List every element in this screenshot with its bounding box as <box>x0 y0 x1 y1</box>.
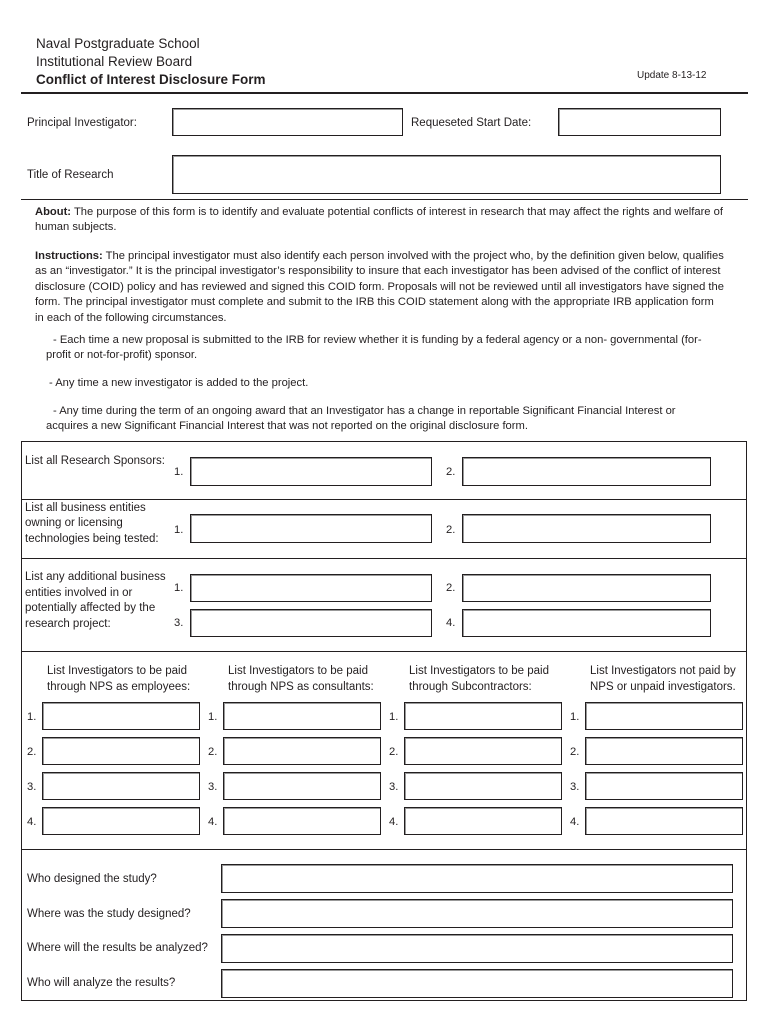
additional-number-1: 1. <box>174 582 184 594</box>
header-school: Naval Postgraduate School <box>36 36 200 51</box>
sponsor-number-1: 1. <box>174 466 184 478</box>
investigator-row-number: 1. <box>389 711 399 723</box>
question-designed-who-input[interactable] <box>221 864 733 893</box>
additional-label-line1: List any additional business <box>25 571 166 583</box>
additional-number-4: 4. <box>446 617 456 629</box>
investigator-row-number: 2. <box>570 746 580 758</box>
investigator-row-number: 2. <box>27 746 37 758</box>
question-designed-where-label: Where was the study designed? <box>27 908 191 920</box>
sponsors-section <box>21 441 747 500</box>
header-rule <box>21 92 748 94</box>
sponsor-input-2[interactable] <box>462 457 711 486</box>
about-label: About: <box>35 206 72 218</box>
investigators-col4-header-line2: NPS or unpaid investigators. <box>590 681 736 693</box>
employee-investigator-input[interactable] <box>42 737 200 765</box>
investigator-row-number: 1. <box>570 711 580 723</box>
question-analyzed-where-label: Where will the results be analyzed? <box>27 942 208 954</box>
investigators-col2-header-line2: through NPS as consultants: <box>228 681 374 693</box>
sponsor-input-1[interactable] <box>190 457 432 486</box>
start-date-label: Requeseted Start Date: <box>411 117 532 129</box>
questions-section <box>21 849 747 1001</box>
consultant-investigator-input[interactable] <box>223 807 381 835</box>
consultant-investigator-input[interactable] <box>223 772 381 800</box>
circumstance-1: - Each time a new proposal is submitted to the IRB for review whether it is funding by a federal agency or a non- governmental (for-profit or not-for-profit) sponsor. <box>46 334 702 362</box>
question-designed-where-input[interactable] <box>221 899 733 928</box>
start-date-input[interactable] <box>558 108 721 136</box>
business-section <box>21 498 747 559</box>
business-number-2: 2. <box>446 524 456 536</box>
investigator-row-number: 2. <box>208 746 218 758</box>
investigator-row-number: 3. <box>570 781 580 793</box>
additional-label-line4: research project: <box>25 618 111 630</box>
top-rule <box>21 199 748 200</box>
investigators-col3-header-line2: through Subcontractors: <box>409 681 532 693</box>
business-input-1[interactable] <box>190 514 432 543</box>
business-label-line3: technologies being tested: <box>25 533 159 545</box>
title-label: Title of Research <box>27 169 114 181</box>
business-input-2[interactable] <box>462 514 711 543</box>
circumstance-2: - Any time a new investigator is added to the project. <box>49 377 309 389</box>
investigator-row-number: 4. <box>208 816 218 828</box>
question-analyzed-who-input[interactable] <box>221 969 733 998</box>
investigators-col1-header-line1: List Investigators to be paid <box>47 665 187 677</box>
investigator-row-number: 1. <box>208 711 218 723</box>
business-number-1: 1. <box>174 524 184 536</box>
investigators-col3-header-line1: List Investigators to be paid <box>409 665 549 677</box>
employee-investigator-input[interactable] <box>42 702 200 730</box>
subcontractor-investigator-input[interactable] <box>404 702 562 730</box>
investigator-row-number: 2. <box>389 746 399 758</box>
employee-investigator-input[interactable] <box>42 772 200 800</box>
consultant-investigator-input[interactable] <box>223 702 381 730</box>
additional-input-1[interactable] <box>190 574 432 602</box>
additional-input-3[interactable] <box>190 609 432 637</box>
additional-number-2: 2. <box>446 582 456 594</box>
instructions-paragraph <box>35 249 725 326</box>
about-paragraph <box>35 205 725 236</box>
employee-investigator-input[interactable] <box>42 807 200 835</box>
about-text: The purpose of this form is to identify and evaluate potential conflicts of interest in research that may affect the rights and welfare of human subjects. <box>35 206 723 234</box>
investigator-row-number: 4. <box>389 816 399 828</box>
investigators-col2-header-line1: List Investigators to be paid <box>228 665 368 677</box>
investigator-row-number: 4. <box>570 816 580 828</box>
investigators-col1-header-line2: through NPS as employees: <box>47 681 191 693</box>
update-date: Update 8-13-12 <box>637 70 707 81</box>
investigators-section <box>21 651 747 850</box>
pi-label: Principal Investigator: <box>27 117 137 129</box>
question-analyzed-who-label: Who will analyze the results? <box>27 977 176 989</box>
header-board: Institutional Review Board <box>36 54 193 69</box>
subcontractor-investigator-input[interactable] <box>404 737 562 765</box>
investigator-row-number: 1. <box>27 711 37 723</box>
investigator-row-number: 3. <box>27 781 37 793</box>
consultant-investigator-input[interactable] <box>223 737 381 765</box>
additional-label-line3: potentially affected by the <box>25 602 156 614</box>
subcontractor-investigator-input[interactable] <box>404 807 562 835</box>
circumstance-3: - Any time during the term of an ongoing award that an Investigator has a change in reportable Significant Financial Interest or acquires a new Significant Financial Interest that was not reported on the original disclosure form. <box>46 405 676 433</box>
sponsors-label: List all Research Sponsors: <box>25 455 165 467</box>
investigator-row-number: 4. <box>27 816 37 828</box>
question-analyzed-where-input[interactable] <box>221 934 733 963</box>
additional-section <box>21 558 747 652</box>
investigator-row-number: 3. <box>208 781 218 793</box>
additional-input-4[interactable] <box>462 609 711 637</box>
instructions-text: The principal investigator must also identify each person involved with the project who, by the definition given below, qualifies as an “investigator.” It is the principal investigator’s responsibility to insure that each investigator has been advised of the conflict of interest disclosure (COID) policy and has reviewed and signed this COID form. Proposals will not be reviewed until all investigators have signed the form. The principal investigator must complete and submit to the IRB this COID statement along with the appropriate IRB application form in each of the following circumstances. <box>35 250 724 324</box>
subcontractor-investigator-input[interactable] <box>404 772 562 800</box>
investigators-col4-header-line1: List Investigators not paid by <box>590 665 736 677</box>
additional-input-2[interactable] <box>462 574 711 602</box>
sponsor-number-2: 2. <box>446 466 456 478</box>
investigator-row-number: 3. <box>389 781 399 793</box>
business-label-line2: owning or licensing <box>25 517 123 529</box>
pi-input[interactable] <box>172 108 403 136</box>
unpaid-investigator-input[interactable] <box>585 807 743 835</box>
business-label-line1: List all business entities <box>25 502 146 514</box>
form-title: Conflict of Interest Disclosure Form <box>36 72 266 87</box>
unpaid-investigator-input[interactable] <box>585 702 743 730</box>
instructions-label: Instructions: <box>35 250 103 262</box>
additional-label-line2: entities involved in or <box>25 587 133 599</box>
additional-number-3: 3. <box>174 617 184 629</box>
title-input[interactable] <box>172 155 721 194</box>
unpaid-investigator-input[interactable] <box>585 772 743 800</box>
question-designed-who-label: Who designed the study? <box>27 873 157 885</box>
unpaid-investigator-input[interactable] <box>585 737 743 765</box>
